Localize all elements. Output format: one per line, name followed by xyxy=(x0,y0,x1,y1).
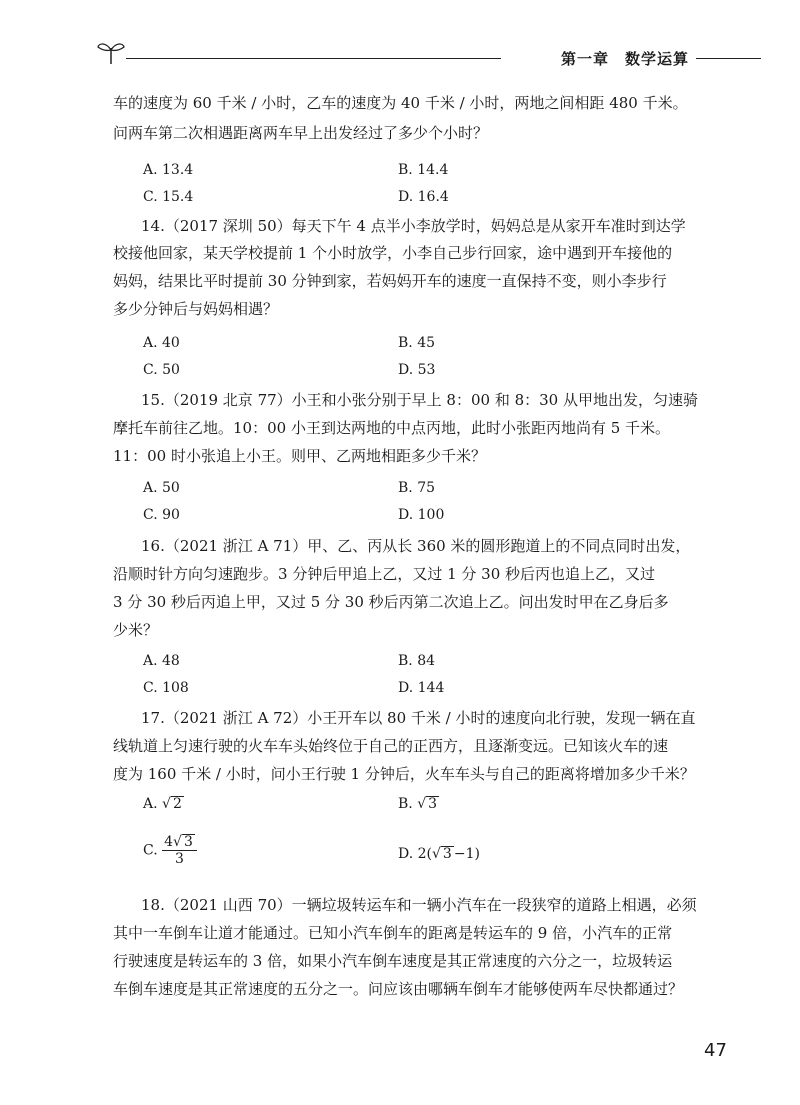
option-d: D. 100 xyxy=(398,507,445,523)
chapter-heading xyxy=(561,48,689,69)
option-c: C. 90 xyxy=(143,507,180,523)
option-b: B. 84 xyxy=(398,653,436,669)
question-17-line: 线轨道上匀速行驶的火车车头始终位于自己的正西方，且逐渐变远。已知该火车的速 xyxy=(113,737,669,755)
question-17-line: 度为 160 千米 / 小时，问小王行驶 1 分钟后，火车车头与自己的距离将增加多少千米？ xyxy=(113,765,695,783)
option-b: B. 45 xyxy=(398,335,436,351)
option-c: C. 15.4 xyxy=(143,189,194,205)
page-number: 47 xyxy=(704,1040,727,1061)
radicand: 3 xyxy=(442,846,452,862)
text-line: 车的速度为 60 千米 / 小时，乙车的速度为 40 千米 / 小时，两地之间相距 480 千米。 xyxy=(113,94,688,112)
option-d: D. 2(√ 3 −1) xyxy=(398,846,480,862)
option-a: A. 50 xyxy=(143,480,180,496)
option-label: D. 2( xyxy=(398,846,432,862)
text-line: 问两车第二次相遇距离两车早上出发经过了多少个小时？ xyxy=(113,124,489,142)
option-c: C. 108 xyxy=(143,680,189,696)
question-16-line: 3 分 30 秒后丙追上甲，又过 5 分 30 秒后丙第二次追上乙。问出发时甲在乙身后多 xyxy=(113,593,669,611)
question-18-line: 18.（2021 山西 70）一辆垃圾转运车和一辆小汽车在一段狭窄的道路上相遇，必须 xyxy=(141,896,697,914)
radicand: 3 xyxy=(428,796,438,812)
fraction: $\frac{4√ 3}{3}$ xyxy=(162,834,197,867)
question-14-line: 14.（2017 深圳 50）每天下午 4 点半小李放学时，妈妈总是从家开车准时到达学 xyxy=(141,217,686,235)
denominator: 3 xyxy=(175,851,184,868)
question-14-line: 多少分钟后与妈妈相遇？ xyxy=(113,300,279,318)
question-18-line: 车倒车速度是其正常速度的五分之一。问应该由哪辆车倒车才能够使两车尽快都通过？ xyxy=(113,980,684,998)
question-14-line: 妈妈，结果比平时提前 30 分钟到家，若妈妈开车的速度一直保持不变，则小李步行 xyxy=(113,272,667,290)
question-15-line: 11：00 时小张追上小王。则甲、乙两地相距多少千米？ xyxy=(113,447,486,465)
option-a: A. √ 2 xyxy=(143,796,182,812)
option-label: B. xyxy=(398,796,413,812)
option-c xyxy=(143,834,197,867)
header-rule-left xyxy=(126,58,501,59)
question-17-line: 17.（2021 浙江 A 72）小王开车以 80 千米 / 小时的速度向北行驶，发现一辆在直 xyxy=(141,709,696,727)
header-rule-right xyxy=(696,58,761,59)
radicand: 2 xyxy=(172,796,182,812)
option-a: A. 40 xyxy=(143,335,180,351)
option-tail: −1) xyxy=(453,846,480,862)
question-15-line: 15.（2019 北京 77）小王和小张分别于早上 8：00 和 8：30 从甲地出发，匀速骑 xyxy=(141,391,698,409)
question-16-line: 沿顺时针方向匀速跑步。3 分钟后甲追上乙，又过 1 分 30 秒后丙也追上乙，又过 xyxy=(113,565,656,583)
question-18-line: 行驶速度是转运车的 3 倍，如果小汽车倒车速度是其正常速度的六分之一，垃圾转运 xyxy=(113,952,673,970)
option-b: B. 75 xyxy=(398,480,436,496)
page-header xyxy=(96,38,761,68)
numerator-coefficient: 4 xyxy=(164,834,174,850)
radicand: 3 xyxy=(183,834,193,850)
option-a: A. 48 xyxy=(143,653,180,669)
option-d: D. 144 xyxy=(398,680,445,696)
question-16-line: 少米？ xyxy=(113,621,159,639)
sprout-icon xyxy=(96,38,126,66)
question-14-line: 校接他回家，某天学校提前 1 个小时放学，小李自己步行回家，途中遇到开车接他的 xyxy=(113,244,673,262)
option-b: B. √ 3 xyxy=(398,796,438,812)
option-b: B. 14.4 xyxy=(398,162,449,178)
question-16-line: 16.（2021 浙江 A 71）甲、乙、丙从长 360 米的圆形跑道上的不同点同时出发， xyxy=(141,537,691,555)
option-c: C. 50 xyxy=(143,362,180,378)
question-18-line: 其中一车倒车让道才能通过。已知小汽车倒车的距离是转运车的 9 倍，小汽车的正常 xyxy=(113,924,673,942)
option-label: C. xyxy=(143,842,158,859)
option-d: D. 16.4 xyxy=(398,189,449,205)
chapter-number: 第一章 xyxy=(561,50,610,68)
option-label: A. xyxy=(143,796,158,812)
option-d: D. 53 xyxy=(398,362,436,378)
question-15-line: 摩托车前往乙地。10：00 小王到达两地的中点丙地，此时小张距丙地尚有 5 千米。 xyxy=(113,419,671,437)
chapter-title: 数学运算 xyxy=(625,50,690,68)
option-a: A. 13.4 xyxy=(143,162,194,178)
